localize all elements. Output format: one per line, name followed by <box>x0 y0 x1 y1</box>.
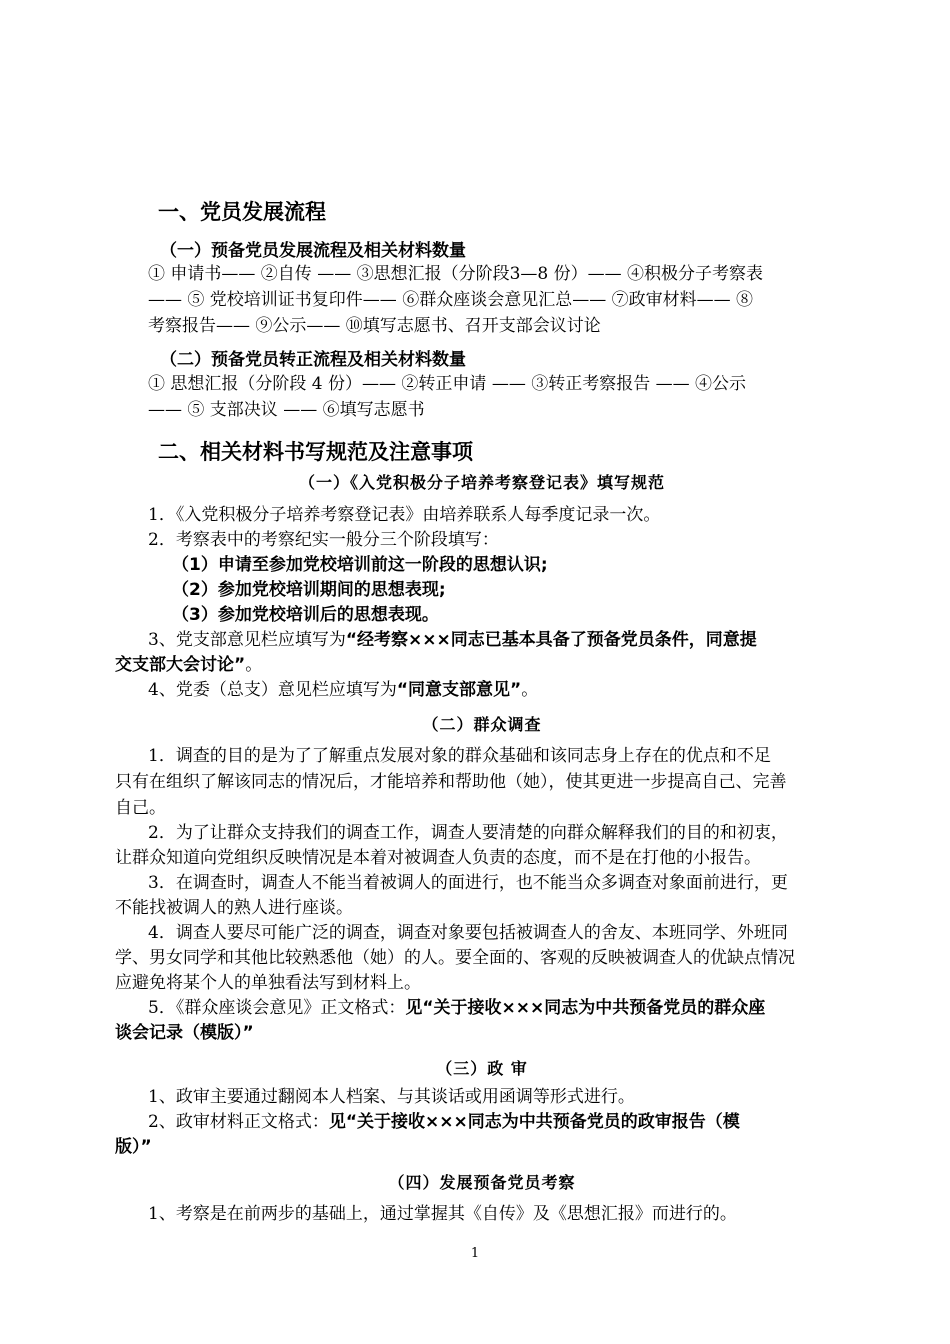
part-1-item-2: 2．考察表中的考察纪实一般分三个阶段填写： <box>148 530 499 550</box>
part-1-title: （一）《入党积极分子培养考察登记表》填写规范 <box>298 473 665 492</box>
part-1-stage-3: （3）参加党校培训后的思想表现。 <box>172 605 439 625</box>
part-1-item-3-period: 。 <box>245 655 263 675</box>
part-2-line-6: 3．在调查时，调查人不能当着被调人的面进行，也不能当众多调查对象面前进行，更 <box>148 873 788 893</box>
part-2-line-1: 1．调查的目的是为了了解重点发展对象的群众基础和该同志身上存在的优点和不足 <box>148 746 771 766</box>
part-4-title: （四）发展预备党员考察 <box>388 1173 576 1192</box>
part-1-item-3-quote: “经考察×××同志已基本具备了预备党员条件，同意提 <box>345 630 757 650</box>
part-2-line-11 <box>148 997 765 1019</box>
part-2-line-8: 4．调查人要尽可能广泛的调查，调查对象要包括被调查人的舍友、本班同学、外班同 <box>148 923 788 943</box>
part-1-item-4 <box>148 679 538 701</box>
page-number: 1 <box>470 1246 480 1261</box>
part-2-line-5: 让群众知道向党组织反映情况是本着对被调查人负责的态度，而不是在打他的小报告。 <box>115 848 761 868</box>
part-2-line-12: 谈会记录（模版）” <box>115 1023 254 1043</box>
part-1-item-4-lead: 4、党委（总支）意见栏应填写为 <box>148 680 397 700</box>
regular-line-2: —— ⑤ 支部决议 —— ⑥填写志愿书 <box>148 400 425 420</box>
part-1-item-3-lead: 3、党支部意见栏应填写为 <box>148 630 346 650</box>
flow-line-1: ① 申请书—— ②自传 —— ③思想汇报（分阶段3—8 份）—— ④积极分子考察表 <box>148 264 764 284</box>
subsection-2-title: （二）预备党员转正流程及相关材料数量 <box>160 350 466 370</box>
part-3-line-1: 1、政审主要通过翻阅本人档案、与其谈话或用函调等形式进行。 <box>148 1087 635 1107</box>
part-3-line-2 <box>148 1111 740 1133</box>
part-2-title: （二）群众调查 <box>422 715 542 734</box>
part-1-item-3-quote-end: 交支部大会讨论” <box>115 655 246 675</box>
part-2-line-10: 应避免将某个人的单独看法写到材料上。 <box>115 973 421 993</box>
part-1-item-3 <box>148 629 757 651</box>
part-1-stage-2: （2）参加党校培训期间的思想表现; <box>172 580 446 600</box>
part-2-line-3: 自己。 <box>115 798 166 818</box>
part-3-line-3: 版）” <box>115 1137 152 1157</box>
part-2-line-11-ref: 见“关于接收×××同志为中共预备党员的群众座 <box>405 998 766 1018</box>
part-4-line-1: 1、考察是在前两步的基础上，通过掌握其《自传》及《思想汇报》而进行的。 <box>148 1204 737 1224</box>
flow-line-3: 考察报告—— ⑨公示—— ⑩填写志愿书、召开支部会议讨论 <box>148 316 601 336</box>
flow-line-2: —— ⑤ 党校培训证书复印件—— ⑥群众座谈会意见汇总—— ⑦政审材料—— ⑧ <box>148 290 754 310</box>
part-3-line-2-lead: 2、政审材料正文格式： <box>148 1112 329 1132</box>
section-2-title: 二、相关材料书写规范及注意事项 <box>158 440 473 464</box>
part-1-item-4-period: 。 <box>521 680 539 700</box>
part-2-line-7: 不能找被调人的熟人进行座谈。 <box>115 898 353 918</box>
subsection-1-title: （一）预备党员发展流程及相关材料数量 <box>160 241 466 261</box>
part-1-stage-1: （1）申请至参加党校培训前这一阶段的思想认识; <box>172 555 548 575</box>
part-2-line-2: 只有在组织了解该同志的情况后，才能培养和帮助他（她），使其更进一步提高自己、完善 <box>115 772 787 792</box>
part-2-line-4: 2．为了让群众支持我们的调查工作，调查人要清楚的向群众解释我们的目的和初衷， <box>148 823 788 843</box>
regular-line-1: ① 思想汇报（分阶段 4 份）—— ②转正申请 —— ③转正考察报告 —— ④公示 <box>148 374 747 394</box>
section-1-title: 一、党员发展流程 <box>158 200 326 224</box>
part-2-line-11-lead: 5．《群众座谈会意见》正文格式： <box>148 998 406 1018</box>
part-2-line-9: 学、男女同学和其他比较熟悉他（她）的人。要全面的、客观的反映被调查人的优缺点情况 <box>115 948 795 968</box>
part-3-title: （三）政 审 <box>436 1059 528 1078</box>
part-1-item-1: 1．《入党积极分子培养考察登记表》由培养联系人每季度记录一次。 <box>148 505 661 525</box>
part-3-line-2-ref: 见“关于接收×××同志为中共预备党员的政审报告（模 <box>328 1112 740 1132</box>
part-1-item-4-quote: “同意支部意见” <box>396 680 522 700</box>
part-1-item-3-cont <box>115 654 262 676</box>
